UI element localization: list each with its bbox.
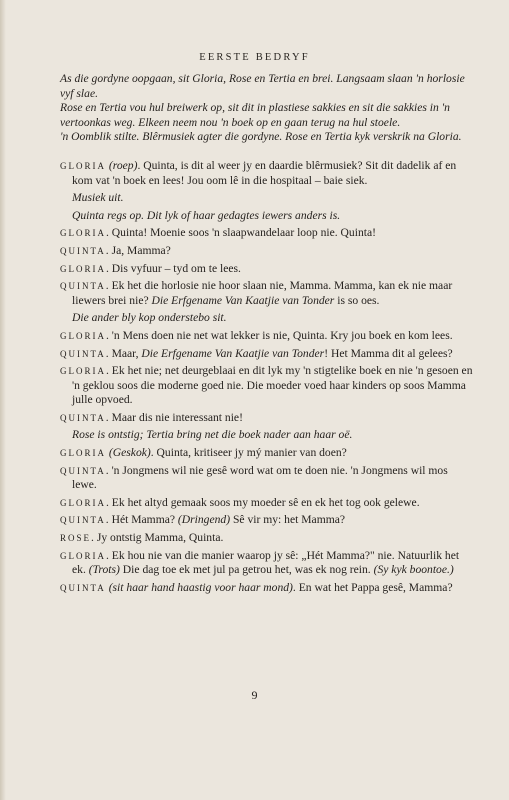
speech-line <box>60 329 474 344</box>
speech-line <box>60 226 474 241</box>
speaker-name: GLORIA <box>60 263 106 274</box>
speech-line <box>60 347 474 362</box>
speech-text: Sê vir my: het Mamma? <box>230 513 346 527</box>
inline-stage-direction: (Sy kyk boontoe.) <box>373 563 454 577</box>
speech-text: . Quinta, is dit al weer jy en daardie blêrmusiek? Sit dit dadelik af en kom vat 'n boek en lees! Jou oom lê in die hospitaal – baie siek. <box>72 158 457 187</box>
speaker-name: GLORIA <box>60 497 106 508</box>
speaker-name: QUINTA <box>60 245 106 256</box>
speech-line <box>60 531 474 546</box>
page-spine-shadow <box>0 0 6 800</box>
speech-text: . Hét Mamma? <box>105 513 178 527</box>
inline-stage-direction: (Trots) <box>88 563 120 577</box>
speaker-name: QUINTA <box>60 281 106 292</box>
page-number: 9 <box>251 688 258 702</box>
speech-text: . Ek hou nie van die manier waarop jy sê: „Hét Mamma?" nie. Natuurlik het ek. <box>72 548 460 577</box>
inline-stage-direction: (sit haar hand haastig voor haar mond) <box>108 580 293 594</box>
speech-line <box>60 159 474 188</box>
speech-line <box>60 496 474 511</box>
stage-direction: Quinta regs op. Dit lyk of haar gedagtes iewers anders is. <box>72 208 341 222</box>
speech-text: . Ja, Mamma? <box>105 243 171 257</box>
speech-text: . Ek het altyd gemaak soos my moeder sê en ek het tog ook gelewe. <box>106 495 420 509</box>
speech-line <box>60 581 474 596</box>
stage-direction: Die ander bly kop onderstebo sit. <box>72 311 227 325</box>
stage-direction: As die gordyne oopgaan, sit Gloria, Rose en Tertia en brei. Langsaam slaan 'n horlosie vyf slae. <box>60 72 465 100</box>
speech-text: . 'n Mens doen nie net wat lekker is nie, Quinta. Kry jou boek en kom lees. <box>106 328 453 342</box>
inline-stage-direction: (roep) <box>108 158 138 172</box>
speech-text: . Jy ontstig Mamma, Quinta. <box>91 531 224 545</box>
dialogue <box>60 159 474 595</box>
speech-line <box>60 446 474 461</box>
speaker-name: QUINTA <box>60 348 106 359</box>
stage-direction: Rose is ontstig; Tertia bring net die boek nader aan haar oë. <box>72 428 353 442</box>
opening-stage-directions <box>60 72 474 145</box>
speech-line <box>60 244 474 259</box>
speaker-name: QUINTA <box>60 515 106 526</box>
speech-line <box>60 513 474 528</box>
speaker-name: GLORIA <box>60 160 106 171</box>
speaker-name: ROSE <box>60 533 92 544</box>
speech-line <box>60 411 474 426</box>
speech-text: . 'n Jongmens wil nie gesê word wat om te doen nie. 'n Jongmens wil mos lewe. <box>72 463 448 492</box>
speech-text: . Dis vyfuur – tyd om te lees. <box>106 261 241 275</box>
stage-direction: 'n Oomblik stilte. Blêrmusiek agter die gordyne. Rose en Tertia kyk verskrik na Gloria. <box>60 130 462 144</box>
speech-text: is so oes. <box>334 293 380 307</box>
speech-text: . En wat het Pappa gesê, Mamma? <box>292 580 453 594</box>
stage-direction: Rose en Tertia vou hul breiwerk op, sit dit in plastiese sakkies en sit die sakkies in 'n vertoonkas weg. Elkeen neem nou 'n boek op en gaan terug na hul stoele. <box>60 101 450 129</box>
speech-text: . Quinta! Moenie soos 'n slaapwandelaar loop nie. Quinta! <box>106 226 376 240</box>
speech-text: . Maar dis nie interessant nie! <box>105 410 243 424</box>
inline-stage-direction: Die Erfgename Van Kaatjie van Tonder <box>141 346 325 360</box>
speech-text: . Ek het nie; net deurgeblaai en dit lyk my 'n stigtelike boek en nie 'n gesoen en 'n geklou soos die moderne goed nie. Die moeder voed haar kinders op soos Mamma julle opvoed. <box>72 364 473 407</box>
speaker-name: GLORIA <box>60 228 106 239</box>
stage-direction: Musiek uit. <box>72 191 124 205</box>
speech-line <box>60 279 474 308</box>
speaker-name: QUINTA <box>60 582 106 593</box>
inline-stage-direction: Die Erfgename Van Kaatjie van Tonder <box>151 293 335 307</box>
speaker-name: GLORIA <box>60 330 106 341</box>
speaker-name: GLORIA <box>60 448 106 459</box>
inline-stage-direction: (Geskok) <box>108 446 151 460</box>
speaker-name: QUINTA <box>60 412 106 423</box>
speech-line <box>60 262 474 277</box>
speech-line <box>60 364 474 408</box>
speaker-name: GLORIA <box>60 366 106 377</box>
speech-text: . Ek het die horlosie nie hoor slaan nie, Mamma. Mamma, kan ek nie maar liewers brei nie? <box>72 279 453 307</box>
speaker-name: QUINTA <box>60 465 106 476</box>
speech-line <box>60 464 474 493</box>
running-header: EERSTE BEDRYF <box>199 52 310 63</box>
speech-line <box>60 549 474 578</box>
inline-stage-direction: (Dringend) <box>177 513 231 527</box>
speech-text: . Maar, <box>105 346 142 360</box>
speaker-name: GLORIA <box>60 550 106 561</box>
page-content <box>60 72 474 598</box>
speech-text: ! Het Mamma dit al gelees? <box>324 346 453 360</box>
speech-text: . Quinta, kritiseer jy mý manier van doen? <box>150 446 347 460</box>
speech-text: Die dag toe ek met jul pa getrou het, was ek nog rein. <box>119 563 374 577</box>
